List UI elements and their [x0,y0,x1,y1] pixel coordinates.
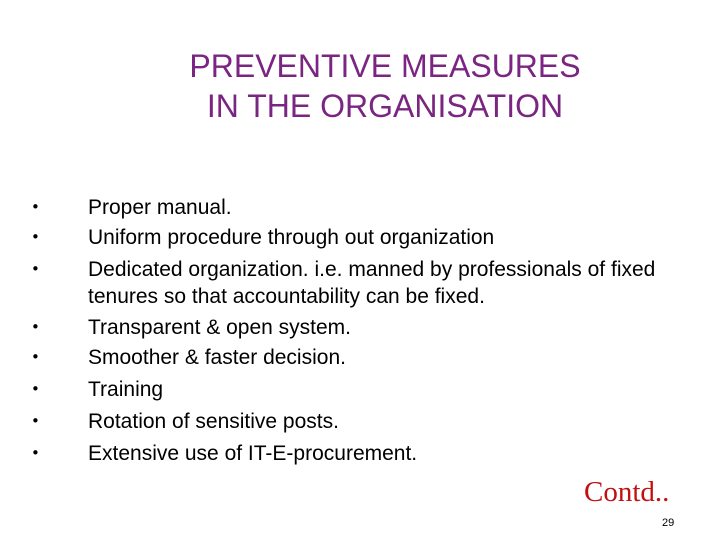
bullet-marker: • [31,444,40,462]
slide-title-line-1: PREVENTIVE MEASURES [189,48,581,84]
bullet-marker: • [31,228,40,246]
bullet-marker: • [31,318,40,336]
slide-title-line-2: IN THE ORGANISATION [206,88,564,124]
bullet-marker: • [31,380,40,398]
list-item: Transparent & open system. [88,316,352,339]
list-item: Uniform procedure through out organization [88,226,495,249]
bullet-marker: • [31,198,40,216]
bullet-marker: • [31,260,40,278]
continued-label: Contd.. [584,476,670,508]
page-number: 29 [662,517,675,529]
bullet-marker: • [31,348,40,366]
list-item: Training [88,378,164,401]
list-item: Smoother & faster decision. [88,346,346,369]
list-item: Proper manual. [88,196,232,219]
bullet-marker: • [31,412,40,430]
list-item: Extensive use of IT-E-procurement. [88,442,418,465]
list-item: Rotation of sensitive posts. [88,410,339,433]
list-item: Dedicated organization. i.e. manned by professionals of fixed tenures so that accountability can be fixed. [88,258,656,308]
